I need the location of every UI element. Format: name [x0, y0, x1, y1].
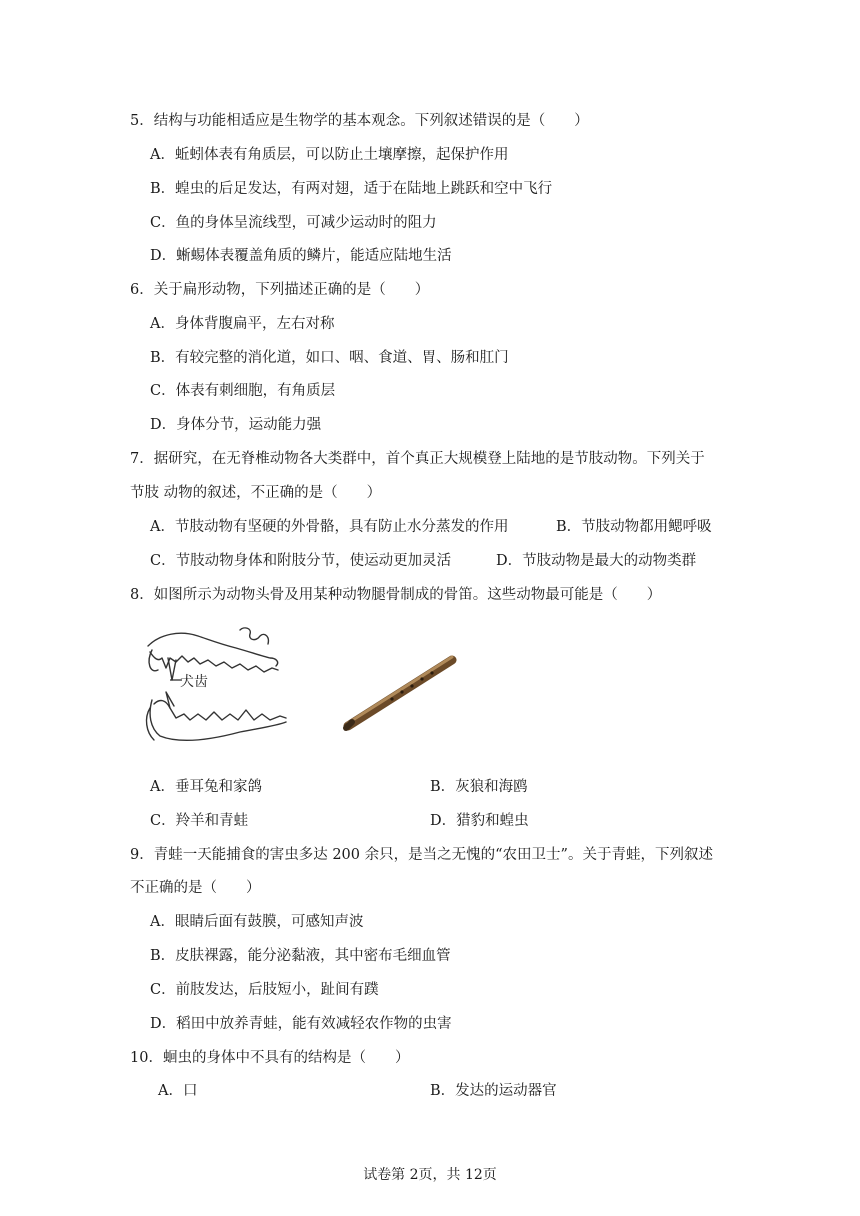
question-8-option-d: D．猎豹和蝗虫	[430, 813, 529, 829]
page-footer: 试卷第 2页，共 12页	[363, 1167, 497, 1183]
question-8-figure	[140, 622, 480, 752]
skull-sketch	[147, 628, 286, 740]
question-5-option-a: A．蚯蚓体表有角质层，可以防止土壤摩擦，起保护作用	[150, 147, 509, 163]
bone-flute-image	[346, 657, 452, 728]
canine-tooth-label: 犬齿	[180, 674, 208, 690]
question-9-stem-line2: 不正确的是（ ）	[130, 880, 261, 896]
question-9-option-d: D．稻田中放养青蛙，能有效减轻农作物的虫害	[150, 1016, 452, 1032]
question-6-option-c: C．体表有刺细胞，有角质层	[150, 383, 336, 399]
question-5-option-d: D．蜥蜴体表覆盖角质的鳞片，能适应陆地生活	[150, 248, 452, 264]
question-5-stem: 5．结构与功能相适应是生物学的基本观念。下列叙述错误的是（ ）	[130, 113, 589, 129]
question-10-option-a: A．口	[158, 1083, 198, 1099]
skull-and-bone-flute-illustration	[140, 622, 480, 752]
question-10-stem: 10．蛔虫的身体中不具有的结构是（ ）	[130, 1050, 410, 1066]
question-7-option-b: B．节肢动物都用鳃呼吸	[556, 519, 712, 535]
question-10-option-b: B．发达的运动器官	[430, 1083, 557, 1099]
question-5-option-b: B．蝗虫的后足发达，有两对翅，适于在陆地上跳跃和空中飞行	[150, 181, 553, 197]
question-8-option-b: B．灰狼和海鸥	[430, 779, 528, 795]
question-6-stem: 6．关于扁形动物，下列描述正确的是（ ）	[130, 282, 430, 298]
question-8-stem: 8．如图所示为动物头骨及用某种动物腿骨制成的骨笛。这些动物最可能是（ ）	[130, 587, 662, 603]
question-9-option-a: A．眼睛后面有鼓膜，可感知声波	[150, 914, 364, 930]
question-5-option-c: C．鱼的身体呈流线型，可减少运动时的阻力	[150, 215, 437, 231]
question-7-stem-line2: 节肢 动物的叙述，不正确的是（ ）	[130, 485, 382, 501]
question-9-option-b: B．皮肤裸露，能分泌黏液，其中密布毛细血管	[150, 948, 451, 964]
question-6-option-b: B．有较完整的消化道，如口、咽、食道、胃、肠和肛门	[150, 350, 509, 366]
question-8-option-a: A．垂耳兔和家鸽	[150, 779, 262, 795]
question-7-stem-line1: 7．据研究，在无脊椎动物各大类群中，首个真正大规模登上陆地的是节肢动物。下列关于	[130, 451, 705, 467]
question-8-option-c: C．羚羊和青蛙	[150, 813, 249, 829]
question-9-stem-line1: 9．青蛙一天能捕食的害虫多达 200 余只，是当之无愧的“农田卫士”。关于青蛙，下列叙述	[130, 847, 713, 863]
question-6-option-d: D．身体分节，运动能力强	[150, 417, 322, 433]
question-9-option-c: C．前肢发达，后肢短小，趾间有蹼	[150, 982, 379, 998]
question-7-option-a: A．节肢动物有坚硬的外骨骼，具有防止水分蒸发的作用	[150, 519, 509, 535]
question-7-option-c: C．节肢动物身体和附肢分节，使运动更加灵活	[150, 553, 452, 569]
question-7-option-d: D．节肢动物是最大的动物类群	[496, 553, 697, 569]
question-6-option-a: A．身体背腹扁平，左右对称	[150, 316, 335, 332]
